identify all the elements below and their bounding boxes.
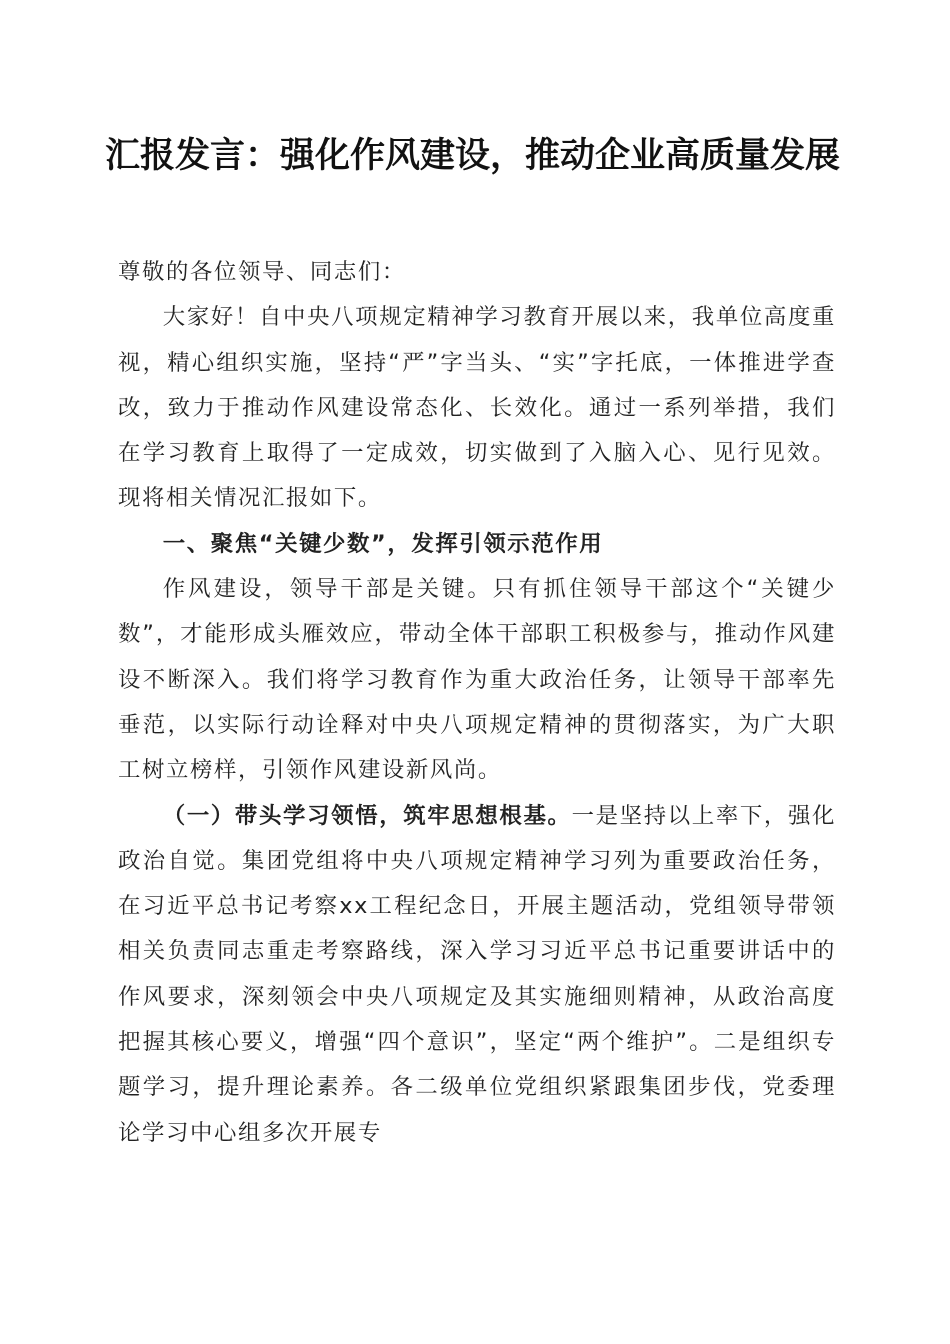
salutation: 尊敬的各位领导、同志们： (118, 259, 406, 285)
document-body (118, 250, 836, 1156)
subsection-paragraph-1 (118, 794, 836, 1156)
intro-paragraph: 大家好！自中央八项规定精神学习教育开展以来，我单位高度重视，精心组织实施，坚持“严”字当头、“实”字托底，一体推进学查改，致力于推动作风建设常态化、长效化。通过一系列举措，我们在学习教育上取得了一定成效，切实做到了入脑入心、见行见效。现将相关情况汇报如下。 (118, 304, 836, 512)
subsection-text: 一是坚持以上率下，强化政治自觉。集团党组将中央八项规定精神学习列为重要政治任务，在习近平总书记考察xx工程纪念日，开展主题活动，党组领导带领相关负责同志重走考察路线，深入学习习近平总书记重要讲话中的作风要求，深刻领会中央八项规定及其实施细则精神，从政治高度把握其核心要义，增强“四个意识”，坚定“两个维护”。二是组织专题学习，提升理论素养。各二级单位党组织紧跟集团步伐，党委理论学习中心组多次开展专 (118, 802, 836, 1146)
section-heading-1: 一、聚焦“关键少数”，发挥引领示范作用 (162, 530, 604, 557)
subsection-lead: （一）带头学习领悟，筑牢思想根基。 (162, 802, 572, 829)
document-title: 汇报发言：强化作风建设，推动企业高质量发展 (104, 135, 840, 176)
section-paragraph-1: 作风建设，领导干部是关键。只有抓住领导干部这个“关键少数”，才能形成头雁效应，带动全体干部职工积极参与，推动作风建设不断深入。我们将学习教育作为重大政治任务，让领导干部率先垂范，以实际行动诠释对中央八项规定精神的贯彻落实，为广大职工树立榜样，引领作风建设新风尚。 (118, 576, 836, 784)
